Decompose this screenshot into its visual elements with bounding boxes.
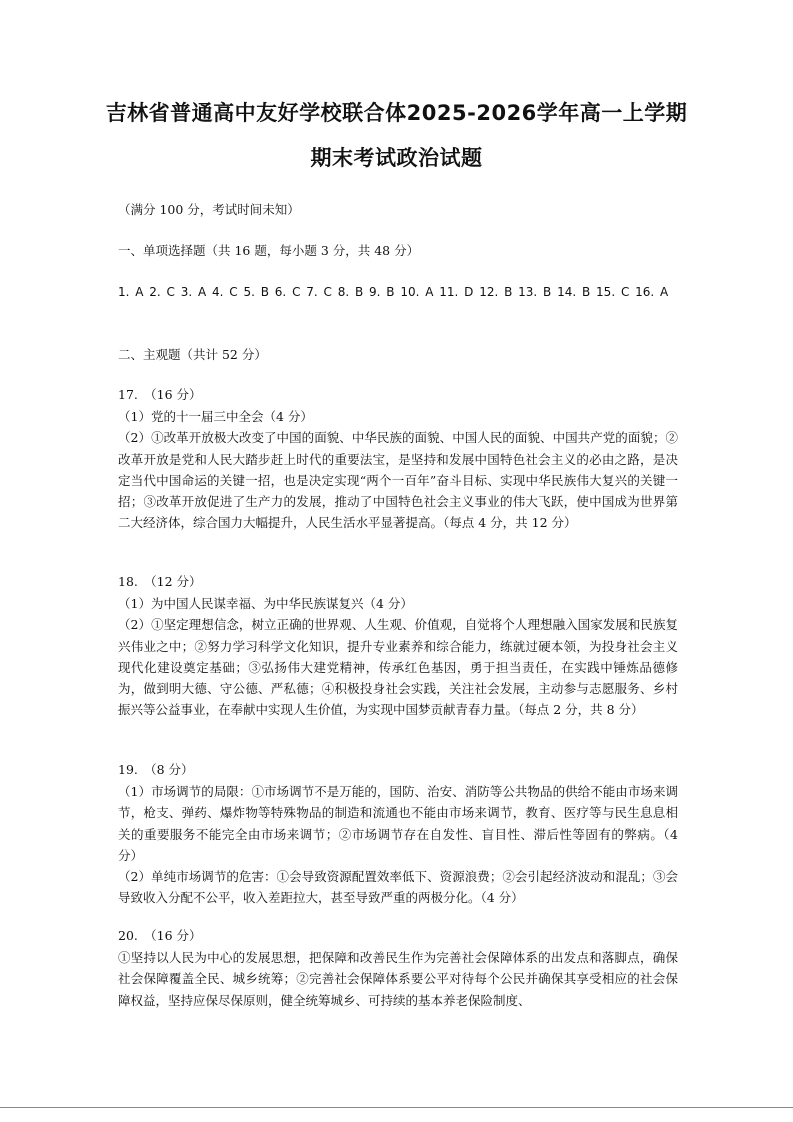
score-info: （满分 100 分，考试时间未知） bbox=[118, 202, 300, 217]
q17-body bbox=[118, 406, 678, 534]
q17-part1: （1）党的十一届三中全会（4 分） bbox=[118, 409, 313, 424]
q18-header: 18. （12 分） bbox=[118, 574, 202, 589]
document-title-line2: 期末考试政治试题 bbox=[310, 146, 483, 170]
q17-part2: （2）①改革开放极大改变了中国的面貌、中华民族的面貌、中国人民的面貌、中国共产党的面貌；②改革开放是党和人民大踏步赶上时代的重要法宝，是坚持和发展中国特色社会主义的必由之路，是决定当代中国命运的关键一招，也是决定实现“两个一百年”奋斗目标、实现中华民族伟大复兴的关键一招；③改革开放促进了生产力的发展，推动了中国特色社会主义事业的伟大飞跃，使中国成为世界第二大经济体，综合国力大幅提升，人民生活水平显著提高。（每点 4 分，共 12 分） bbox=[118, 430, 678, 531]
q19-header: 19. （8 分） bbox=[118, 762, 194, 777]
section1-heading: 一、单项选择题（共 16 题，每小题 3 分，共 48 分） bbox=[118, 243, 420, 258]
q18-part1: （1）为中国人民谋幸福、为中华民族谋复兴（4 分） bbox=[118, 596, 413, 611]
section2-heading: 二、主观题（共计 52 分） bbox=[118, 347, 267, 362]
q18-body bbox=[118, 593, 678, 721]
q20-header: 20. （16 分） bbox=[118, 928, 202, 943]
document-title-line1: 吉林省普通高中友好学校联合体2025-2026学年高一上学期 bbox=[105, 101, 688, 125]
q19-part1: （1）市场调节的局限：①市场调节不是万能的，国防、治安、消防等公共物品的供给不能由市场来调节，枪支、弹药、爆炸物等特殊物品的制造和流通也不能由市场来调节，教育、医疗等与民生息息相关的重要服务不能完全由市场来调节；②市场调节存在自发性、盲目性、滞后性等固有的弊病。（4 分） bbox=[118, 784, 678, 863]
q20-part1: ①坚持以人民为中心的发展思想，把保障和改善民生作为完善社会保障体系的出发点和落脚点，确保社会保障覆盖全民、城乡统筹；②完善社会保障体系要公平对待每个公民并确保其享受相应的社会保障权益，坚持应保尽保原则，健全统筹城乡、可持续的基本养老保险制度、 bbox=[118, 950, 678, 1008]
multiple-choice-answers: 1. A 2. C 3. A 4. C 5. B 6. C 7. C 8. B 9. B 10. A 11. D 12. B 13. B 14. B 15. C 16. A bbox=[118, 285, 669, 299]
q17-header: 17. （16 分） bbox=[118, 387, 202, 402]
q19-body bbox=[118, 781, 678, 909]
page-bottom-divider bbox=[0, 1107, 793, 1108]
q20-body bbox=[118, 947, 678, 1011]
q18-part2: （2）①坚定理想信念，树立正确的世界观、人生观、价值观，自觉将个人理想融入国家发展和民族复兴伟业之中；②努力学习科学文化知识，提升专业素养和综合能力，练就过硬本领，为投身社会主义现代化建设奠定基础；③弘扬伟大建党精神，传承红色基因，勇于担当责任，在实践中锤炼品德修为，做到明大德、守公德、严私德；④积极投身社会实践，关注社会发展，主动参与志愿服务、乡村振兴等公益事业，在奉献中实现人生价值，为实现中国梦贡献青春力量。（每点 2 分，共 8 分） bbox=[118, 617, 678, 718]
q19-part2: （2）单纯市场调节的危害：①会导致资源配置效率低下、资源浪费；②会引起经济波动和混乱；③会导致收入分配不公平，收入差距拉大，甚至导致严重的两极分化。（4 分） bbox=[118, 869, 678, 906]
